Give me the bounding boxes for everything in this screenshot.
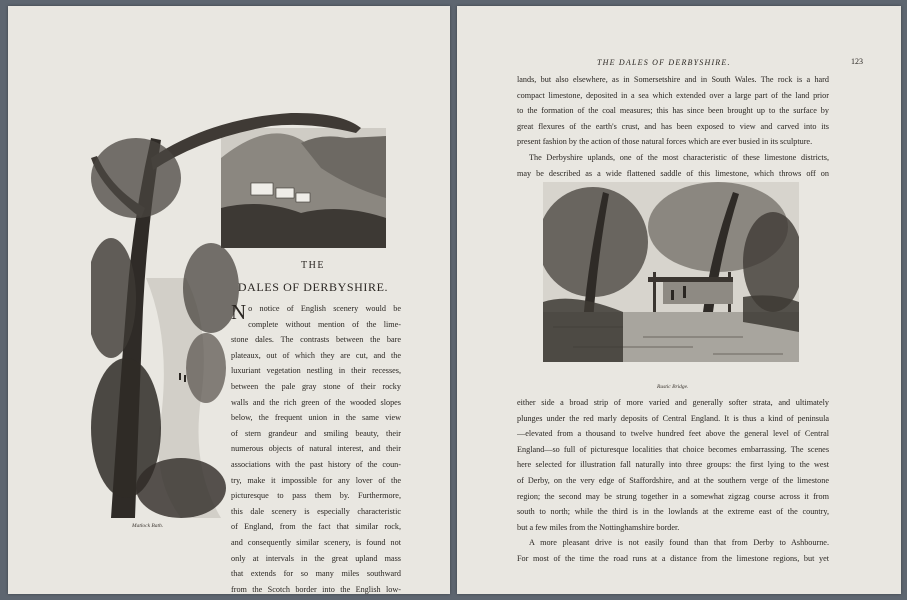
text-line: plateaux, out of which they are cut, and the bbox=[231, 350, 401, 360]
text-line: south to north; while the third is in the lowlands at the extreme east of the country, bbox=[517, 507, 829, 517]
text-line: plunges under the red marly deposits of Central England. It is thus a kind of peninsula bbox=[517, 413, 829, 423]
right-body-text-top bbox=[517, 72, 829, 181]
text-line: associations with the past history of the coun- bbox=[231, 459, 401, 469]
text-line: of England, from the fact that similar rock, bbox=[231, 522, 401, 532]
right-body-text-bottom bbox=[517, 395, 829, 567]
text-line: of Derby, on the very edge of Staffordshire, and at the southern verge of the limestone bbox=[517, 475, 829, 485]
text-line: o notice of English scenery would be bbox=[248, 304, 401, 313]
left-body-text bbox=[231, 301, 401, 597]
text-line: only at intervals in the great upland mass bbox=[231, 553, 401, 563]
text-line: below, the frequent union in the same view bbox=[231, 413, 401, 423]
text-line: but a few miles from the Nottinghamshire border. bbox=[517, 522, 680, 532]
text-line: walls and the rich green of the wooded slopes bbox=[231, 397, 401, 407]
figure-caption-matlock-bath: Matlock Bath. bbox=[132, 523, 164, 529]
text-line: from the Scotch border into the English low- bbox=[231, 584, 401, 594]
text-line: region; the second may be strung together in a somewhat zigzag course across it from bbox=[517, 491, 829, 501]
text-line: here selected for illustration fall naturally into three groups: the first lying to the west bbox=[517, 460, 829, 470]
chapter-title-small: THE bbox=[301, 260, 325, 271]
text-line: that extends for so many miles southward bbox=[231, 569, 401, 579]
rustic-bridge-illustration bbox=[543, 172, 799, 372]
text-line: numerous objects of natural interest, and their bbox=[231, 444, 401, 454]
text-line: of stern grandeur and smiling beauty, their bbox=[231, 428, 401, 438]
text-line: picturesque to pass them by. Furthermore, bbox=[231, 491, 401, 501]
drop-capital: N bbox=[231, 300, 247, 324]
text-line: For most of the time the road runs at a distance from the limestone regions, but yet bbox=[517, 553, 829, 563]
text-line: compact limestone, deposited in a sea which extended over a large part of the land prior bbox=[517, 90, 829, 100]
text-line: between the pale gray stone of their rocky bbox=[231, 381, 401, 391]
text-line: and consequently similar scenery, is found not bbox=[231, 537, 401, 547]
text-line: stone dales. The contrasts between the bare bbox=[231, 335, 401, 345]
figure-caption-rustic-bridge: Rustic Bridge. bbox=[657, 384, 689, 390]
text-line: either side a broad strip of more varied and generally softer strata, and ultimately bbox=[517, 398, 829, 407]
text-line: —elevated from a thousand to twelve hundred feet above the general level of Central bbox=[517, 429, 829, 439]
text-line: to the formation of the coal measures; this has since been brought up to the surface by bbox=[517, 106, 829, 116]
text-line: may be described as a wide flattened saddle of this limestone, which throws off on bbox=[517, 168, 829, 178]
rustic-bridge-engraving bbox=[543, 172, 799, 372]
running-head: THE DALES OF DERBYSHIRE. bbox=[597, 58, 731, 67]
right-page bbox=[457, 6, 901, 594]
text-line: lands, but also elsewhere, as in Somersetshire and in South Wales. The rock is a hard bbox=[517, 75, 829, 84]
text-line: complete without mention of the lime- bbox=[248, 319, 401, 329]
page-number: 123 bbox=[851, 57, 863, 66]
text-line: luxuriant vegetation nestling in their recesses, bbox=[231, 366, 401, 376]
text-line: great flexures of the earth's crust, and has been exposed to view and carved into its bbox=[517, 121, 829, 131]
text-line: The Derbyshire uplands, one of the most characteristic of these limestone districts, bbox=[529, 152, 829, 162]
text-line: try, make it impossible for any lover of the bbox=[231, 475, 401, 485]
text-line: A more pleasant drive is not easily found than that from Derby to Ashbourne. bbox=[529, 538, 829, 548]
text-line: this dale scenery is especially characteristic bbox=[231, 506, 401, 516]
chapter-title: DALES OF DERBYSHIRE. bbox=[237, 280, 389, 294]
left-page bbox=[8, 6, 450, 594]
text-line: England—so full of picturesque localities that choice becomes embarrassing. The scenes bbox=[517, 444, 829, 454]
text-line: present fashion by the action of those natural forces which are ever busied in its sculpture. bbox=[517, 137, 813, 147]
